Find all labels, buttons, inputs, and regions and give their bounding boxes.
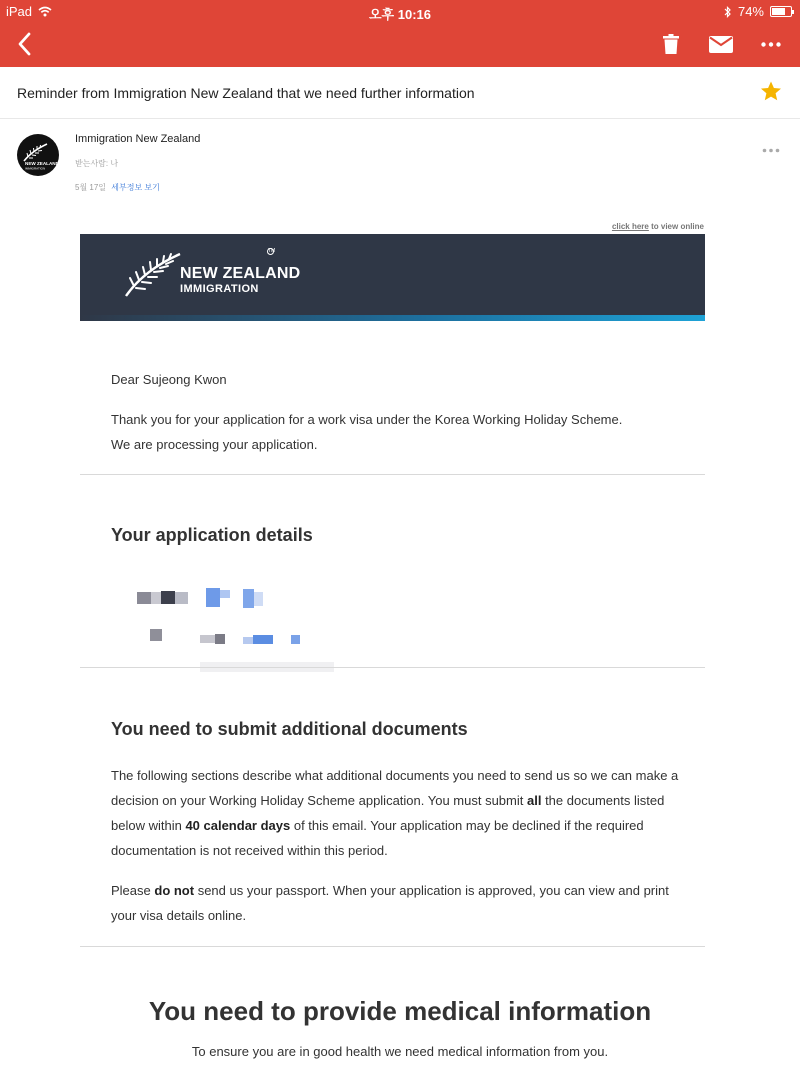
fern-logo-icon [17, 134, 59, 176]
trademark-mark: TM [268, 248, 276, 254]
chevron-left-icon [17, 32, 31, 56]
divider [80, 946, 705, 947]
section-medical-title: You need to provide medical information [148, 996, 652, 1026]
silver-fern-icon [122, 248, 184, 300]
back-button[interactable] [12, 30, 36, 58]
text-run-bold: 40 calendar days [185, 818, 291, 833]
banner-subtitle: IMMIGRATION [180, 283, 259, 295]
date-row [75, 182, 160, 193]
inz-banner [80, 234, 705, 321]
section-medical-text: To ensure you are in good health we need medical information from you. [191, 1044, 609, 1059]
view-online-line [612, 222, 704, 231]
redacted-block [243, 589, 254, 608]
redacted-block [254, 592, 263, 606]
greeting: Dear Sujeong Kwon [111, 372, 227, 387]
trash-icon [663, 34, 679, 54]
sender-more-button[interactable] [762, 140, 780, 156]
star-button[interactable] [760, 81, 782, 107]
recipient-label: 받는사람: 나 [75, 159, 119, 168]
status-bar [0, 0, 800, 22]
subject-row [0, 67, 800, 119]
device-label: iPad [6, 4, 33, 19]
more-horizontal-icon [762, 148, 780, 153]
email-subject: Reminder from Immigration New Zealand that we need further information [17, 85, 475, 101]
view-online-suffix: to view online [648, 222, 704, 231]
redacted-block [175, 592, 188, 604]
divider [80, 667, 705, 668]
intro-line-1: Thank you for your application for a work visa under the Korea Working Holiday Scheme. [111, 412, 623, 427]
section-additional-documents-title: You need to submit additional documents [111, 719, 468, 739]
view-online-link[interactable]: click here [611, 222, 649, 231]
banner-title: NEW ZEALAND [180, 265, 301, 282]
text-run: of this email. Your application may be declined if the required documentation is not received within this period. [111, 818, 644, 858]
text-run: The following sections describe what additional documents you need to send us so we can make a decision on your Working Holiday Scheme application. You must submit [111, 768, 679, 808]
redacted-block [161, 591, 175, 604]
text-run: send us your passport. When your application is approved, you can view and print your visa details online. [111, 883, 669, 923]
redacted-block [291, 635, 300, 644]
sender-avatar[interactable] [17, 134, 59, 176]
star-icon [760, 81, 782, 102]
text-run-bold: do not [154, 883, 195, 898]
documents-paragraph-1 [111, 763, 679, 863]
redacted-block [151, 592, 161, 604]
app-toolbar [0, 0, 800, 67]
redacted-block [253, 635, 273, 644]
redacted-block [220, 590, 230, 598]
battery-percent: 74% [737, 4, 764, 19]
redacted-block [206, 588, 220, 607]
redacted-block [215, 634, 225, 644]
documents-paragraph-2 [111, 878, 671, 928]
redacted-block [150, 629, 162, 641]
clock: 오후 10:16 [369, 7, 431, 22]
redacted-block [137, 592, 151, 604]
section-application-details-title: Your application details [111, 525, 313, 545]
redacted-block [200, 635, 215, 643]
avatar-text-line1: NEW ZEALAND [25, 161, 59, 166]
intro-line-2: We are processing your application. [111, 437, 318, 452]
divider [80, 474, 705, 475]
more-horizontal-icon [761, 42, 781, 47]
text-run: the documents listed below within [111, 793, 665, 833]
text-run-bold: all [526, 793, 542, 808]
avatar-text-line2: IMMIGRATION [25, 166, 46, 171]
details-link[interactable]: 세부정보 보기 [111, 183, 160, 192]
bluetooth-icon [724, 6, 732, 18]
redacted-block [243, 637, 253, 644]
delete-button[interactable] [660, 30, 682, 58]
banner-stripe [80, 315, 705, 321]
sender-name[interactable]: Immigration New Zealand [75, 133, 201, 145]
mark-unread-button[interactable] [707, 30, 735, 58]
email-date: 5월 17일 [75, 183, 107, 192]
text-run: Please [111, 883, 155, 898]
more-button[interactable] [757, 30, 785, 58]
battery-fill [772, 8, 785, 15]
battery-icon [770, 6, 792, 17]
envelope-icon [709, 36, 733, 53]
